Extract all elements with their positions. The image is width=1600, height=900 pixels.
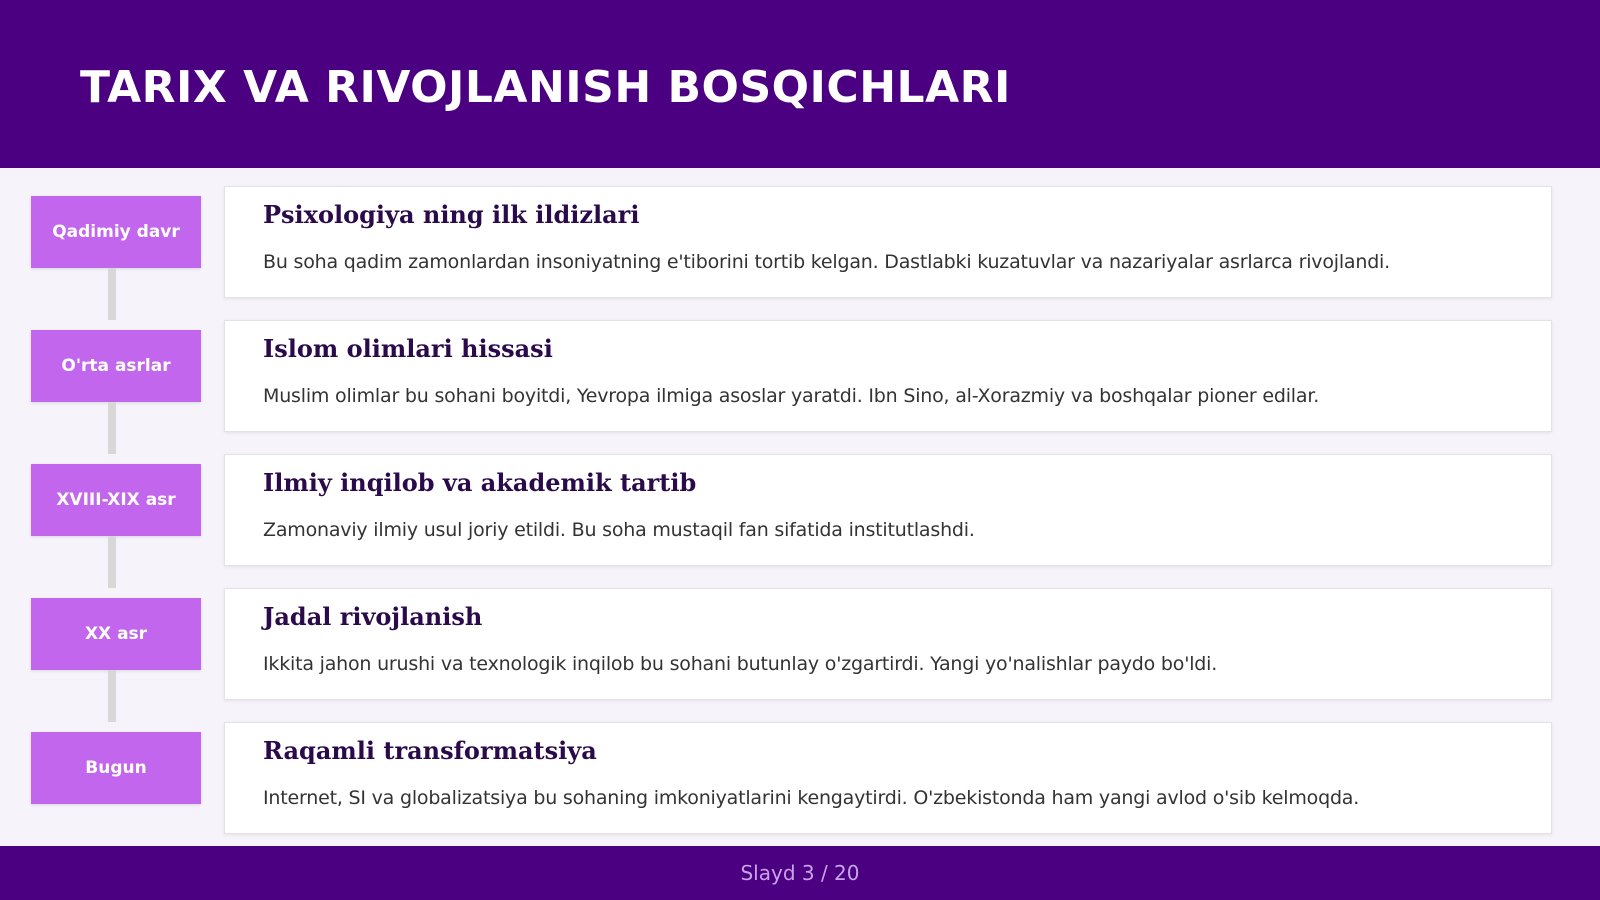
timeline-row <box>0 186 1600 298</box>
timeline-row <box>0 320 1600 432</box>
timeline-connector <box>108 536 116 588</box>
event-card <box>224 588 1552 700</box>
period-tag: Qadimiy davr <box>31 196 201 268</box>
slide-header <box>0 0 1600 168</box>
event-card <box>224 722 1552 834</box>
slide-footer <box>0 846 1600 900</box>
event-card <box>224 454 1552 566</box>
event-description: Internet, SI va globalizatsiya bu sohaning imkoniyatlarini kengaytirdi. O'zbekistonda ham yangi avlod o'sib kelmoqda. <box>263 787 1360 809</box>
event-card <box>224 320 1552 432</box>
timeline-row <box>0 454 1600 566</box>
slide-title: TARIX VA RIVOJLANISH BOSQICHLARI <box>80 62 1011 113</box>
event-title: Raqamli transformatsiya <box>263 736 597 765</box>
event-description: Zamonaviy ilmiy usul joriy etildi. Bu soha mustaqil fan sifatida institutlashdi. <box>263 519 975 541</box>
period-tag: Bugun <box>31 732 201 804</box>
event-description: Ikkita jahon urushi va texnologik inqilob bu sohani butunlay o'zgartirdi. Yangi yo'nalishlar paydo bo'ldi. <box>263 653 1218 675</box>
timeline-row <box>0 588 1600 700</box>
timeline-connector <box>108 268 116 320</box>
event-card <box>224 186 1552 298</box>
period-tag: O'rta asrlar <box>31 330 201 402</box>
event-title: Ilmiy inqilob va akademik tartib <box>263 468 697 497</box>
slide-number: Slayd 3 / 20 <box>740 861 860 885</box>
period-tag: XVIII-XIX asr <box>31 464 201 536</box>
period-tag: XX asr <box>31 598 201 670</box>
event-title: Jadal rivojlanish <box>263 602 483 631</box>
event-title: Psixologiya ning ilk ildizlari <box>263 200 640 229</box>
timeline-connector <box>108 670 116 722</box>
event-description: Bu soha qadim zamonlardan insoniyatning e'tiborini tortib kelgan. Dastlabki kuzatuvlar va nazariyalar asrlarca rivojlandi. <box>263 251 1390 273</box>
event-description: Muslim olimlar bu sohani boyitdi, Yevropa ilmiga asoslar yaratdi. Ibn Sino, al-Xorazmiy va boshqalar pioner edilar. <box>263 385 1320 407</box>
event-title: Islom olimlari hissasi <box>263 334 553 363</box>
timeline-connector <box>108 402 116 454</box>
timeline-row <box>0 722 1600 834</box>
timeline <box>0 168 1600 846</box>
